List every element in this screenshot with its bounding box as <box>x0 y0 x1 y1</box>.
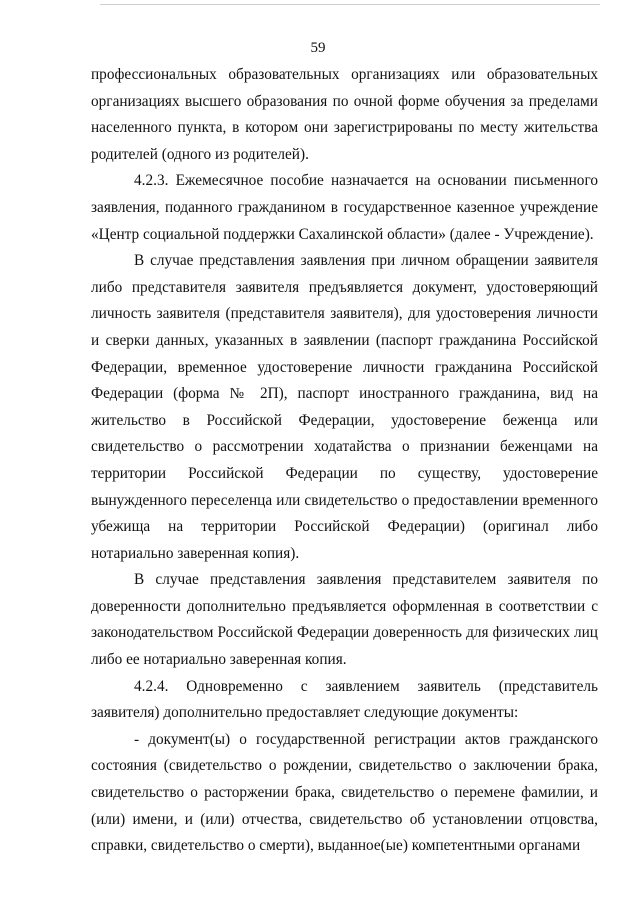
paragraph-representative-application: В случае представления заявления представителем заявителя по доверенности дополнительно предъявляется оформленная в соответствии с законодательством Российской Федерации доверенность для физических лиц либо ее нотариально заверенная копия. <box>91 571 598 669</box>
paragraph-personal-application: В случае представления заявления при личном обращении заявителя либо представителя заявителя предъявляется документ, удостоверяющий личность заявителя (представителя заявителя), для удостоверения личности и сверки данных, указанных в заявлении (паспорт гражданина Российской Федерации, временное удостоверение личности гражданина Российской Федерации (форма № 2П), паспорт иностранного гражданина, вид на жительство в Российской Федерации, удостоверение беженца или свидетельство о рассмотрении ходатайства о признании беженцами на территории Российской Федерации по существу, удостоверение вынужденного переселенца или свидетельство о предоставлении временного убежища на территории Российской Федерации) (оригинал либо нотариально заверенная копия). <box>91 252 598 562</box>
scan-top-border <box>100 4 600 5</box>
document-body <box>91 62 598 860</box>
paragraph-continuation: профессиональных образовательных организациях или образовательных организациях высшего образования по очной форме обучения за пределами населенного пункта, в котором они зарегистрированы по месту жительства родителей (одного из родителей). <box>91 66 598 163</box>
list-item-civil-status-documents: - документ(ы) о государственной регистрации актов гражданского состояния (свидетельство о рождении, свидетельство о заключении брака, свидетельство о расторжении брака, свидетельство о перемене фамилии, и (или) имени, и (или) отчества, свидетельство об установлении отцовства, справки, свидетельство о смерти), выданное(ые) компетентными органами <box>91 730 598 855</box>
paragraph-4-2-4: 4.2.4. Одновременно с заявлением заявитель (представитель заявителя) дополнительно предоставляет следующие документы: <box>91 677 598 722</box>
page-number: 59 <box>310 40 326 56</box>
paragraph-4-2-3: 4.2.3. Ежемесячное пособие назначается на основании письменного заявления, поданного гражданином в государственное казенное учреждение «Центр социальной поддержки Сахалинской области» (далее - Учреждение). <box>91 172 598 243</box>
